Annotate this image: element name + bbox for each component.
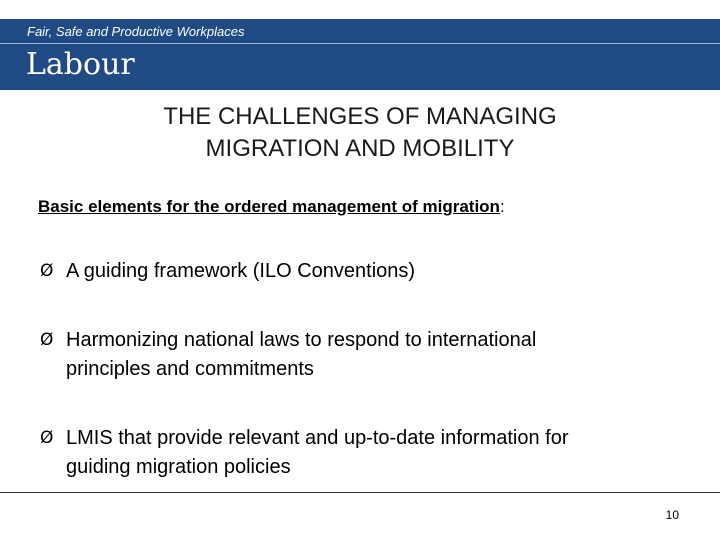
bullet-text-line: Harmonizing national laws to respond to international bbox=[66, 329, 537, 351]
header-band bbox=[0, 19, 720, 90]
header-tagline: Fair, Safe and Productive Workplaces bbox=[27, 24, 245, 39]
bullet-item-guiding-framework bbox=[40, 257, 415, 286]
bullet-text-line: guiding migration policies bbox=[66, 456, 291, 478]
intro-heading-text: Basic elements for the ordered management of migration bbox=[38, 197, 500, 216]
bullet-item-harmonizing-laws bbox=[40, 326, 536, 384]
footer-divider bbox=[0, 492, 720, 493]
arrow-bullet-icon: Ø bbox=[40, 261, 54, 281]
slide-title-line-1: THE CHALLENGES OF MANAGING bbox=[163, 103, 557, 130]
bullet-text-line: principles and commitments bbox=[66, 358, 314, 380]
intro-heading-colon: : bbox=[499, 197, 505, 216]
bullet-text-line: LMIS that provide relevant and up-to-date information for bbox=[66, 427, 569, 449]
header-divider bbox=[0, 43, 720, 44]
arrow-bullet-icon: Ø bbox=[40, 330, 54, 350]
labour-logo: Labour bbox=[26, 47, 135, 82]
slide-title-line-2: MIGRATION AND MOBILITY bbox=[205, 135, 515, 162]
bullet-text-line: A guiding framework (ILO Conventions) bbox=[66, 260, 416, 282]
intro-heading bbox=[38, 196, 505, 218]
bullet-item-lmis bbox=[40, 424, 569, 482]
arrow-bullet-icon: Ø bbox=[40, 428, 54, 448]
slide-title bbox=[0, 101, 720, 165]
page-number: 10 bbox=[665, 508, 679, 522]
